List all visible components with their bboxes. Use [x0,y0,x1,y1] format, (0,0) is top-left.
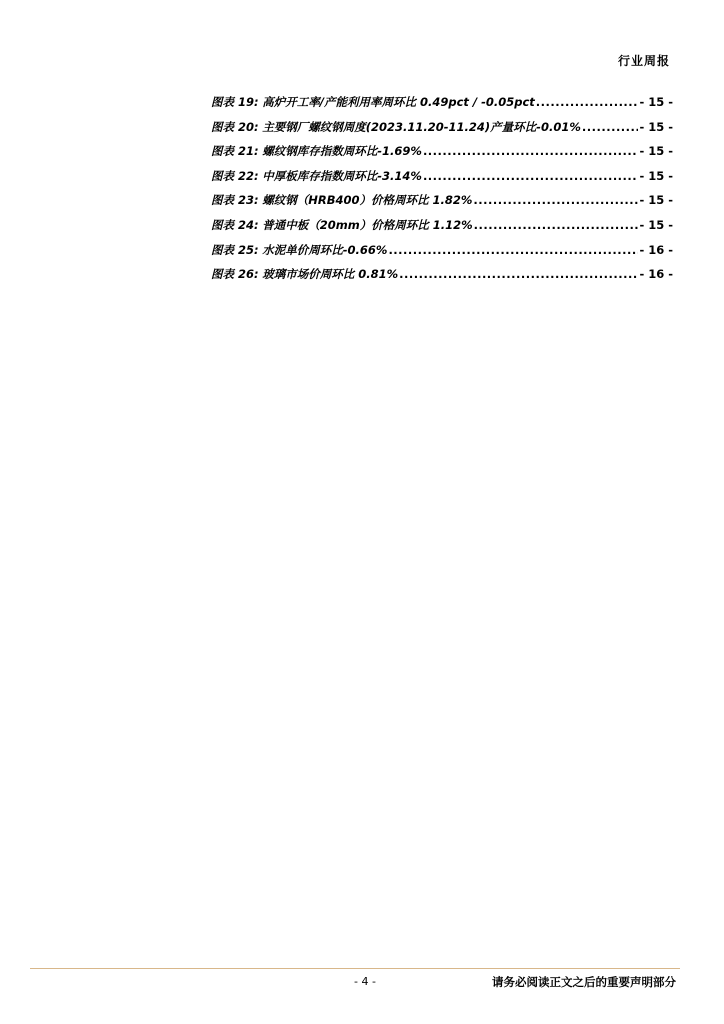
toc-entry-label: 图表 24: [211,217,259,232]
toc-leader-dots [423,144,639,158]
toc-entry-22[interactable] [211,168,673,193]
toc-entry-title: 主要钢厂螺纹钢周度(2023.11.20-11.24)产量环比-0.01% [262,119,581,134]
toc-leader-dots [582,120,639,134]
toc-entry-label: 图表 23: [211,193,259,208]
toc-entry-23[interactable] [211,192,673,217]
toc-entry-title: 水泥单价周环比-0.66% [262,242,388,257]
toc-entry-24[interactable] [211,217,673,242]
toc-entry-19[interactable] [211,94,673,119]
toc-entry-26[interactable] [211,266,673,291]
toc-entry-page: - 15 - [639,168,673,183]
toc-entry-title: 中厚板库存指数周环比-3.14% [262,168,422,183]
toc-entry-page: - 16 - [639,242,673,257]
toc-leader-dots [423,169,639,183]
page-number: - 4 - [354,975,376,988]
toc-leader-dots [536,95,639,109]
toc-entry-page: - 15 - [639,119,673,134]
toc-entry-label: 图表 22: [211,168,259,183]
toc-entry-page: - 15 - [639,217,673,232]
toc-entry-title: 螺纹钢（HRB400）价格周环比 1.82% [262,193,473,208]
toc-entry-label: 图表 20: [211,119,259,134]
toc-leader-dots [474,218,639,232]
toc-entry-label: 图表 26: [211,267,259,282]
toc-entry-25[interactable] [211,242,673,267]
toc-entry-20[interactable] [211,119,673,144]
footer-divider [30,968,680,969]
disclaimer-notice: 请务必阅读正文之后的重要声明部分 [492,975,676,989]
report-type-label: 行业周报 [617,54,670,68]
toc-entry-label: 图表 21: [211,144,259,159]
toc-entry-21[interactable] [211,143,673,168]
toc-entry-label: 图表 25: [211,242,259,257]
toc-entry-title: 高炉开工率/产能利用率周环比 0.49pct / -0.05pct [262,95,535,109]
toc-leader-dots [473,193,638,207]
toc-entry-page: - 15 - [639,95,673,109]
toc-entry-title: 玻璃市场价周环比 0.81% [262,267,399,282]
toc-entry-title: 螺纹钢库存指数周环比-1.69% [262,144,422,159]
table-of-figures [211,94,673,291]
toc-entry-title: 普通中板（20mm）价格周环比 1.12% [262,217,473,232]
toc-entry-page: - 15 - [639,144,673,159]
toc-leader-dots [388,243,638,257]
toc-entry-page: - 15 - [639,193,673,208]
toc-leader-dots [399,267,638,281]
toc-entry-label: 图表 19: [211,95,259,109]
toc-entry-page: - 16 - [639,267,673,282]
